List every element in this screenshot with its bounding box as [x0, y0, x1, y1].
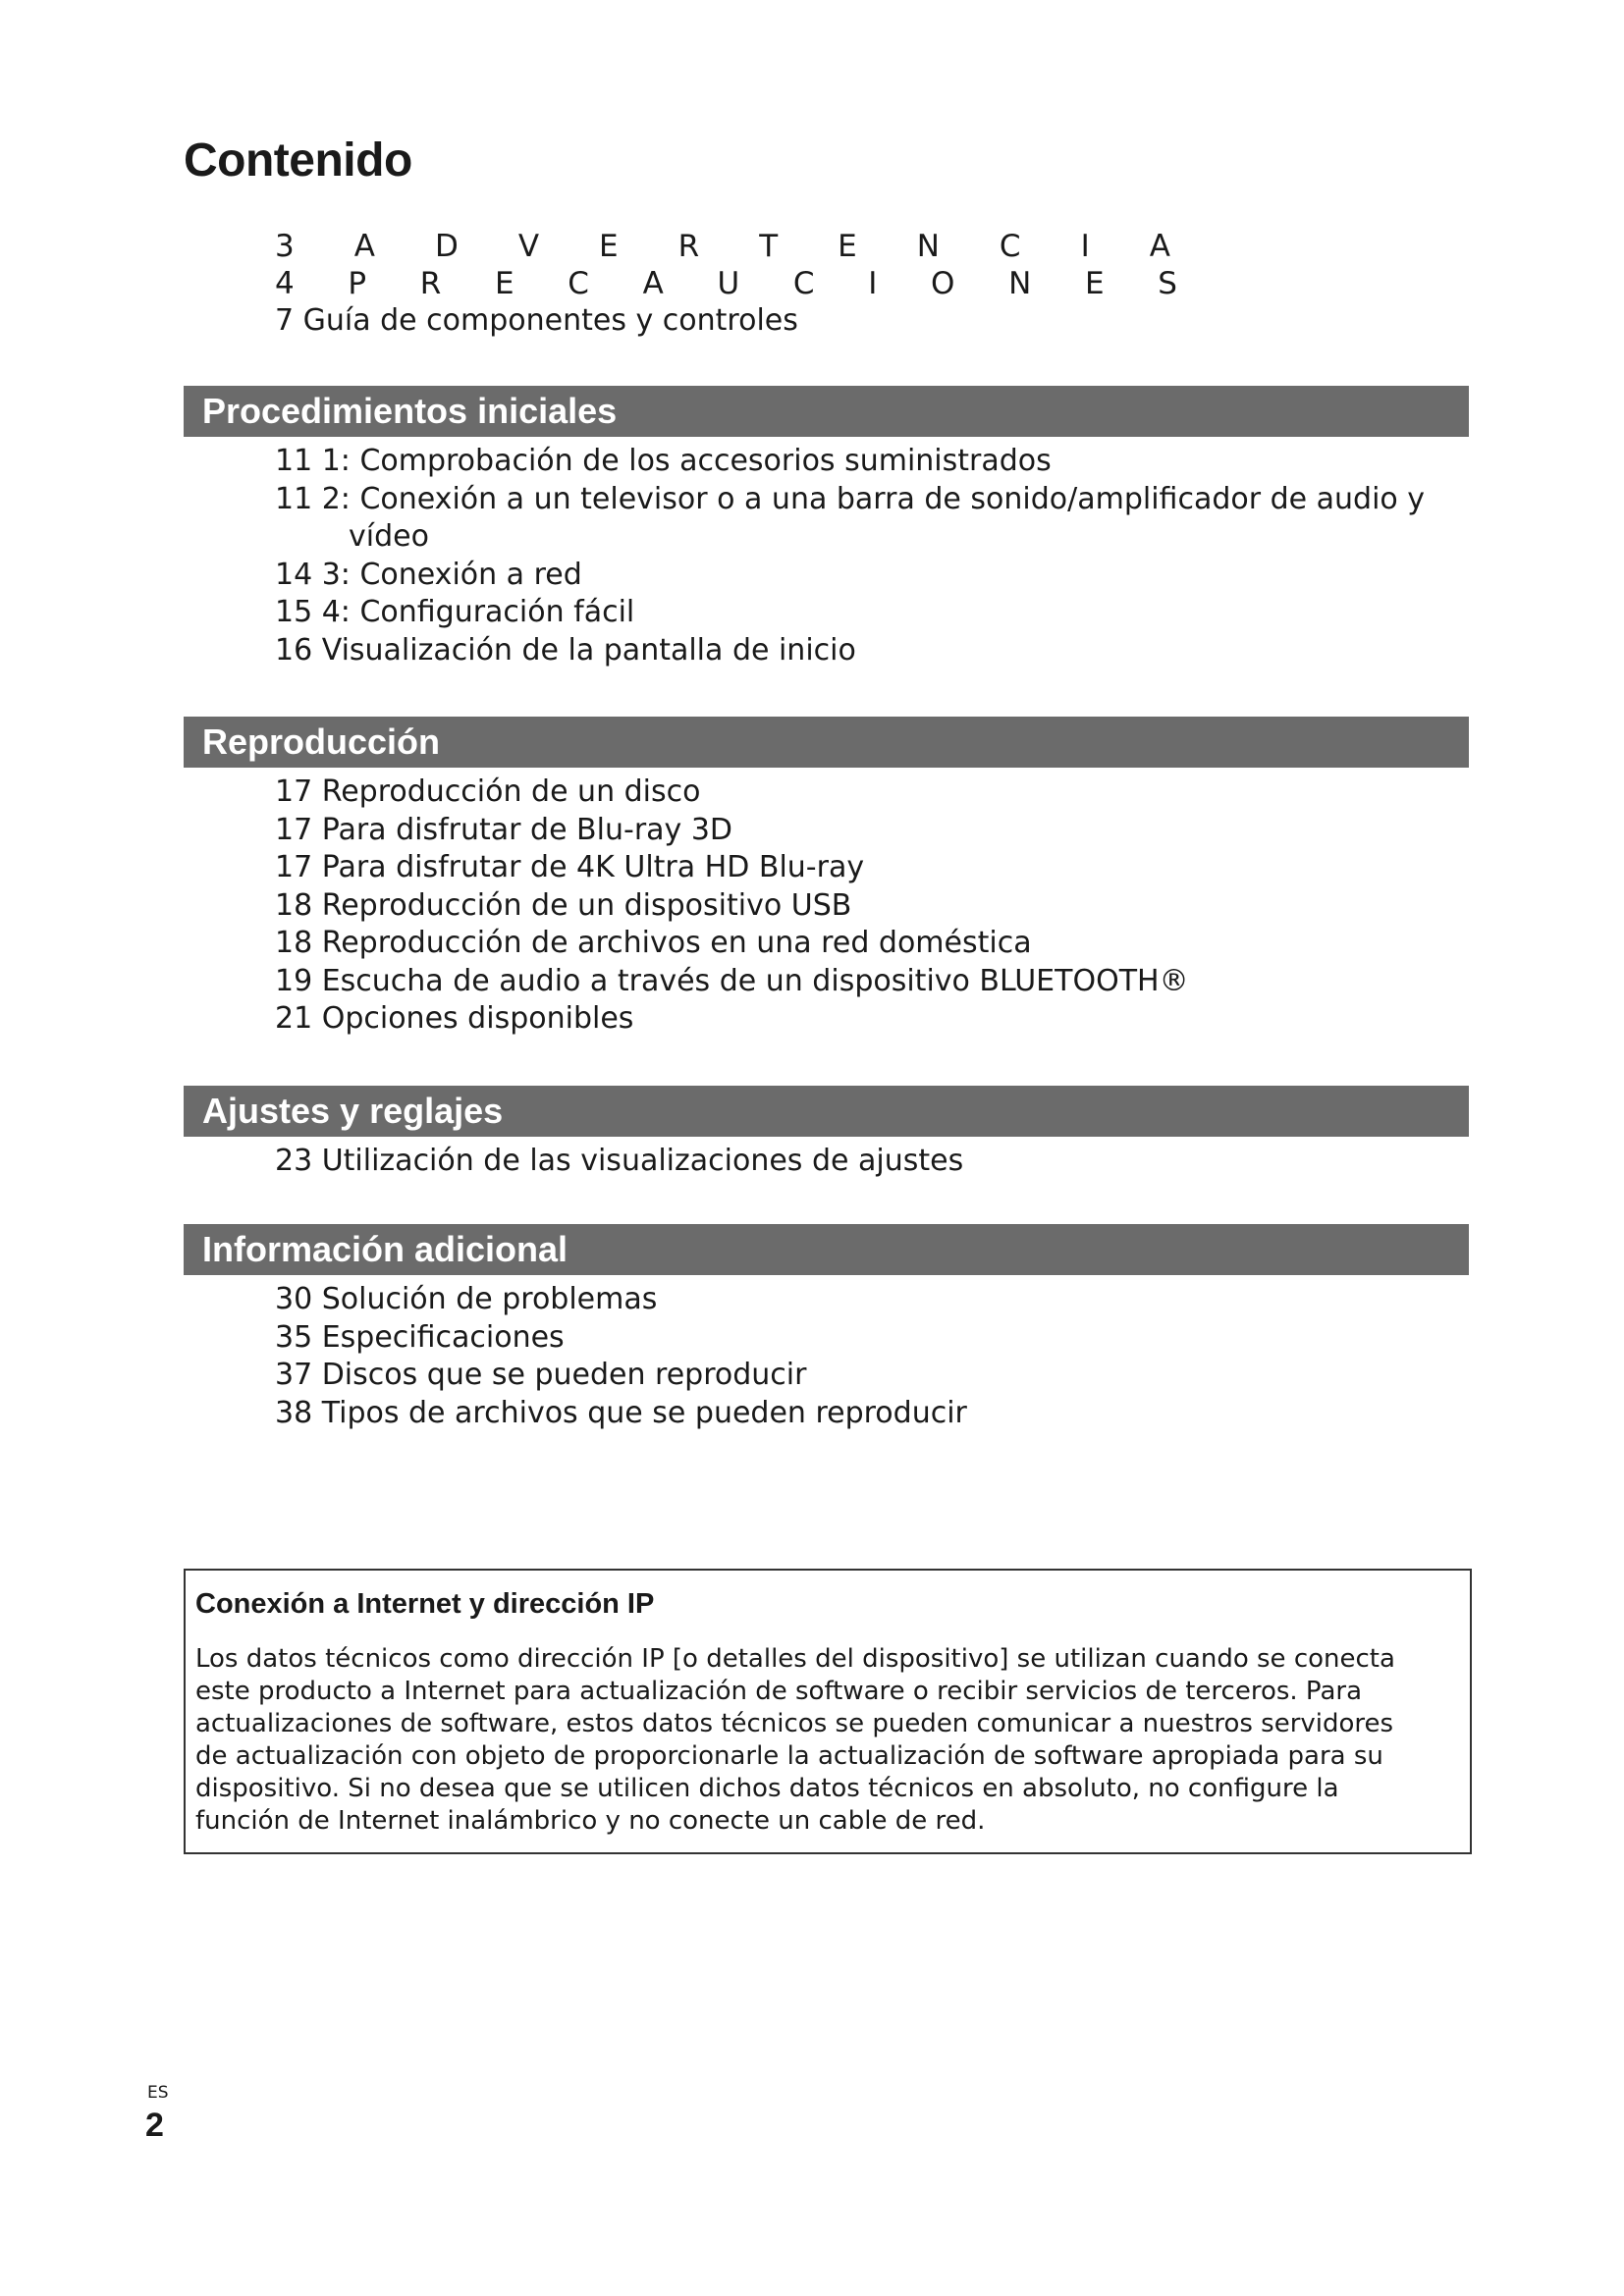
toc-entry[interactable]: 30 Solución de problemas [275, 1282, 658, 1316]
section-header-informacion: Información adicional [184, 1224, 1469, 1275]
toc-entry[interactable]: 19 Escucha de audio a través de un dispositivo BLUETOOTH® [275, 963, 1189, 998]
letter: S [1158, 266, 1177, 301]
notice-body [195, 1643, 1460, 1838]
notice-line: función de Internet inalámbrico y no conecte un cable de red. [195, 1806, 986, 1836]
letter: E [495, 266, 514, 301]
toc-entry-advertencia[interactable] [275, 228, 1170, 265]
letter: C [792, 266, 815, 301]
toc-entry[interactable]: 18 Reproducción de un dispositivo USB [275, 887, 852, 923]
section-list-procedimientos [275, 443, 1425, 669]
letter: I [868, 266, 878, 301]
toc-entry[interactable]: 17 Para disfrutar de 4K Ultra HD Blu-ray [275, 850, 865, 884]
section-list-reproduccion [275, 774, 1189, 1039]
letter: A [1149, 229, 1170, 264]
notice-line: Los datos técnicos como dirección IP [o detalles del dispositivo] se utilizan cuando se conecta [195, 1644, 1395, 1674]
toc-entry[interactable]: 14 3: Conexión a red [275, 557, 582, 592]
notice-line: actualizaciones de software, estos datos técnicos se pueden comunicar a nuestros servidores [195, 1709, 1394, 1738]
toc-entry[interactable]: 17 Para disfrutar de Blu-ray 3D [275, 812, 733, 847]
letter: V [517, 229, 540, 264]
letter: 4 [275, 266, 295, 301]
letter: P [348, 266, 367, 301]
language-code: ES [147, 2083, 169, 2103]
toc-entry[interactable]: 17 Reproducción de un disco [275, 774, 701, 809]
letter: A [642, 266, 664, 301]
toc-entry-precauciones[interactable] [275, 265, 1177, 302]
notice-title: Conexión a Internet y dirección IP [195, 1588, 655, 1620]
section-header-procedimientos: Procedimientos iniciales [184, 386, 1469, 437]
toc-entry[interactable]: 18 Reproducción de archivos en una red doméstica [275, 926, 1032, 960]
toc-entry[interactable]: 23 Utilización de las visualizaciones de ajustes [275, 1144, 964, 1178]
notice-line: dispositivo. Si no desea que se utilicen dichos datos técnicos en absoluto, no configure la [195, 1774, 1339, 1803]
toc-entry[interactable]: 16 Visualización de la pantalla de inicio [275, 632, 856, 667]
letter: C [568, 266, 589, 301]
letter: U [717, 266, 740, 301]
letter: E [838, 229, 857, 264]
notice-box [184, 1569, 1472, 1854]
page-number: 2 [145, 2107, 164, 2144]
section-header-reproduccion: Reproducción [184, 717, 1469, 768]
letter: A [353, 229, 375, 264]
letter: I [1080, 229, 1090, 264]
letter: O [931, 266, 955, 301]
notice-line: este producto a Internet para actualización de software o recibir servicios de terceros. Para [195, 1677, 1363, 1706]
letter: D [434, 229, 459, 264]
letter: N [916, 229, 940, 264]
letter: R [677, 229, 700, 264]
toc-entry[interactable]: 11 2: Conexión a un televisor o a una barra de sonido/amplificador de audio y [275, 481, 1426, 516]
toc-entry[interactable]: 11 1: Comprobación de los accesorios suministrados [275, 444, 1052, 478]
letter: E [1084, 266, 1105, 301]
toc-entry[interactable]: 7 Guía de componentes y controles [275, 303, 798, 338]
letter: E [599, 229, 619, 264]
notice-line: de actualización con objeto de proporcionarle la actualización de software apropiada para su [195, 1741, 1383, 1771]
letter: N [1008, 266, 1032, 301]
section-list-informacion [275, 1281, 967, 1432]
toc-entry[interactable]: 21 Opciones disponibles [275, 1001, 634, 1036]
section-list-ajustes [275, 1143, 963, 1181]
intro-entries [275, 228, 1177, 340]
letter: C [999, 229, 1021, 264]
letter: T [759, 229, 779, 264]
toc-entry[interactable]: 38 Tipos de archivos que se pueden reproducir [275, 1395, 967, 1430]
letter: R [419, 266, 442, 301]
section-header-ajustes: Ajustes y reglajes [184, 1086, 1469, 1137]
toc-entry[interactable]: 15 4: Configuración fácil [275, 595, 635, 629]
toc-entry[interactable]: 35 Especificaciones [275, 1319, 565, 1355]
toc-entry[interactable]: 37 Discos que se pueden reproducir [275, 1358, 807, 1392]
toc-entry-continuation[interactable]: vídeo [349, 519, 429, 554]
letter: 3 [275, 229, 295, 264]
page-title: Contenido [184, 134, 412, 187]
